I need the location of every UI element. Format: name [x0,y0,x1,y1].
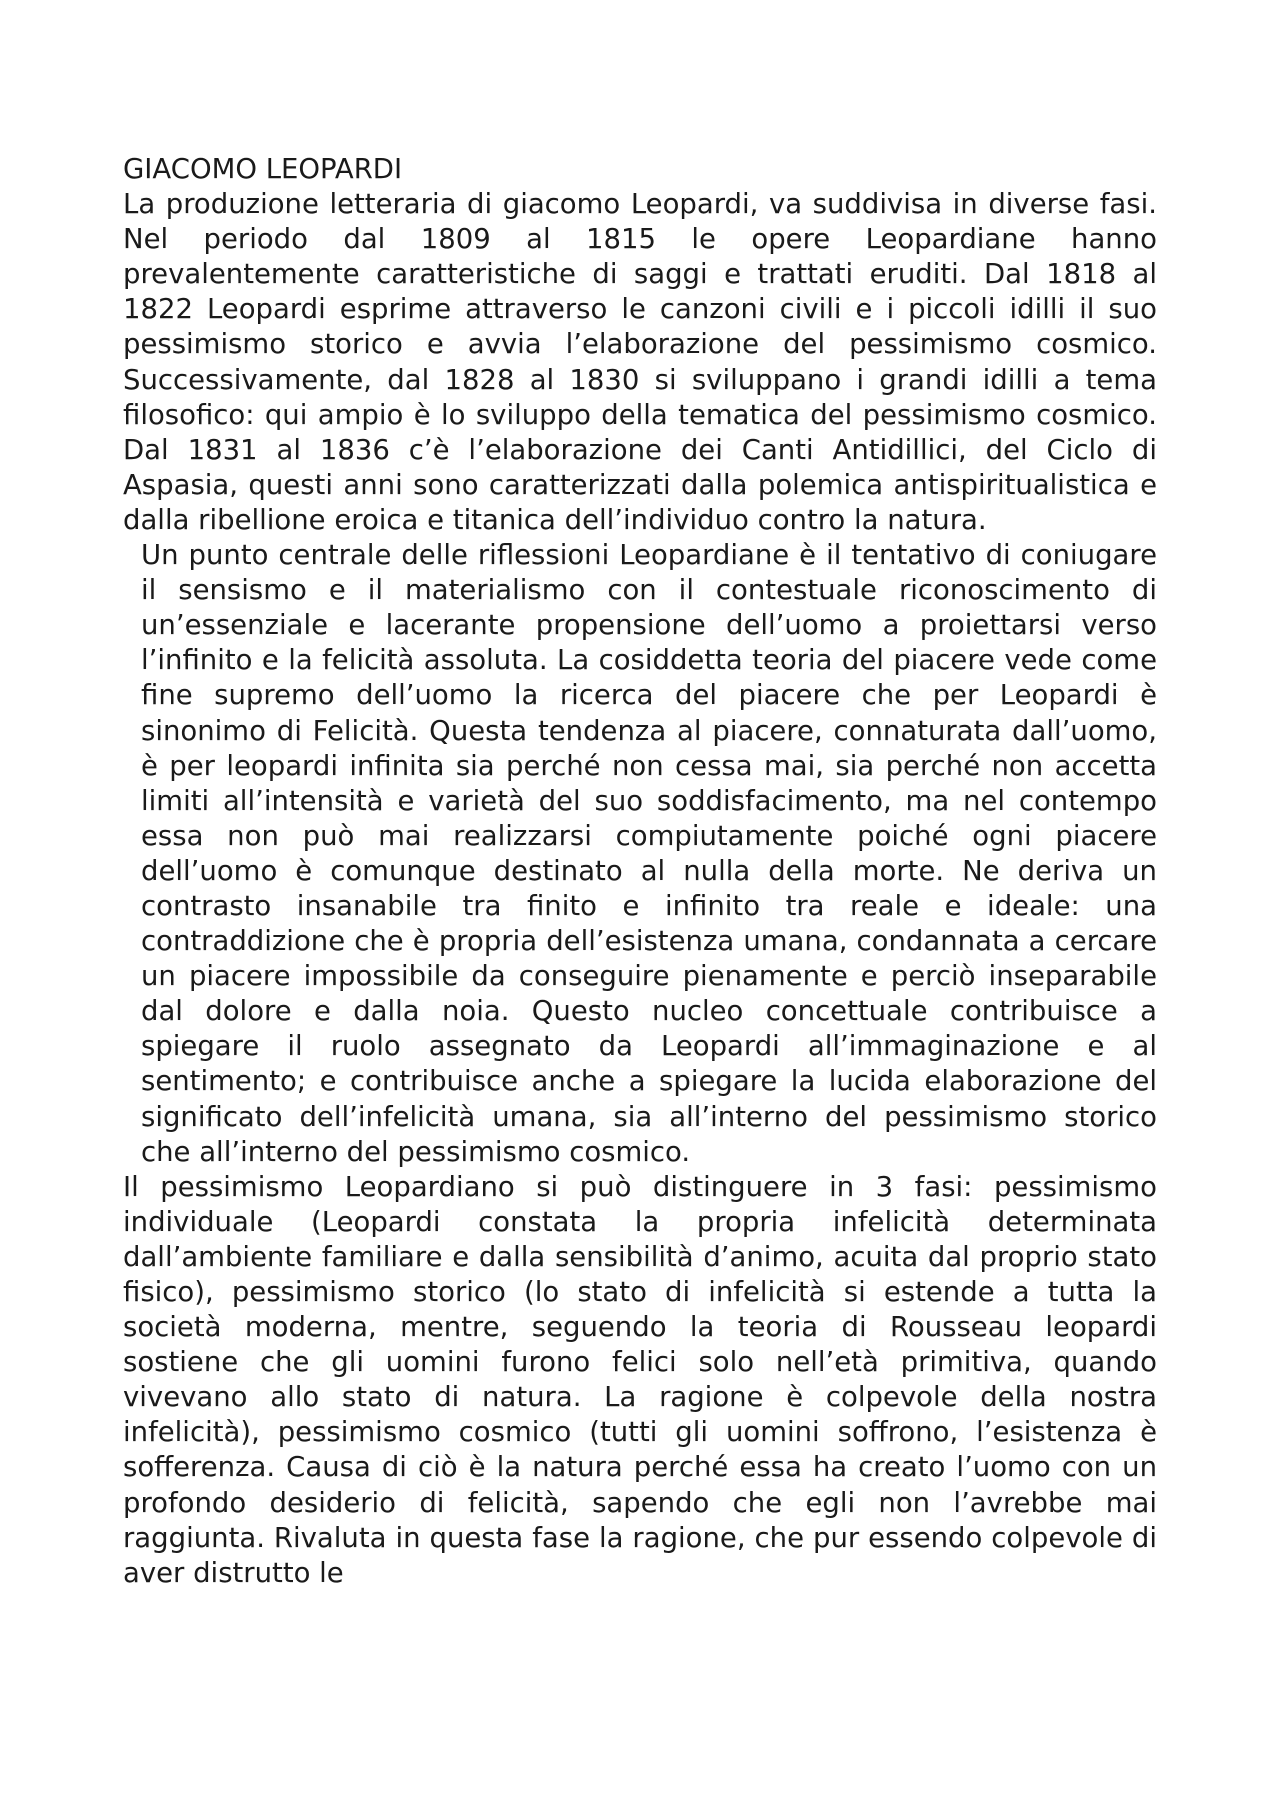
document-body [123,152,1157,1591]
document-title: GIACOMO LEOPARDI [123,153,403,185]
paragraph-pleasure-theory: Un punto centrale delle riflessioni Leopardiane è il tentativo di coniugare il sensismo e il materialismo con il contestuale riconoscimento di un’essenziale e lacerante propensione dell’uomo a proiettarsi verso l’infinito e la felicità assoluta. La cosiddetta teoria del piacere vede come fine supremo dell’uomo la ricerca del piacere che per Leopardi è sinonimo di Felicità. Questa tendenza al piacere, connaturata dall’uomo, è per leopardi infinita sia perché non cessa mai, sia perché non accetta limiti all’intensità e varietà del suo soddisfacimento, ma nel contempo essa non può mai realizzarsi compiutamente poiché ogni piacere dell’uomo è comunque destinato al nulla della morte. Ne deriva un contrasto insanabile tra finito e infinito tra reale e ideale: una contraddizione che è propria dell’esistenza umana, condannata a cercare un piacere impossibile da conseguire pienamente e perciò inseparabile dal dolore e dalla noia. Questo nucleo concettuale contribuisce a spiegare il ruolo assegnato da Leopardi all’immaginazione e al sentimento; e contribuisce anche a spiegare la lucida elaborazione del significato dell’infelicità umana, sia all’interno del pessimismo storico che all’interno del pessimismo cosmico. [141,539,1157,1168]
paragraph-pessimism: Il pessimismo Leopardiano si può distinguere in 3 fasi: pessimismo individuale (Leopardi constata la propria infelicità determinata dall’ambiente familiare e dalla sensibilità d’animo, acuita dal proprio stato fisico), pessimismo storico (lo stato di infelicità si estende a tutta la società moderna, mentre, seguendo la teoria di Rousseau leopardi sostiene che gli uomini furono felici solo nell’età primitiva, quando vivevano allo stato di natura. La ragione è colpevole della nostra infelicità), pessimismo cosmico (tutti gli uomini soffrono, l’esistenza è sofferenza. Causa di ciò è la natura perché essa ha creato l’uomo con un profondo desiderio di felicità, sapendo che egli non l’avrebbe mai raggiunta. Rivaluta in questa fase la ragione, che pur essendo colpevole di aver distrutto le [123,1170,1157,1589]
paragraph-phases: La produzione letteraria di giacomo Leopardi, va suddivisa in diverse fasi. Nel periodo dal 1809 al 1815 le opere Leopardiane hanno prevalentemente caratteristiche di saggi e trattati eruditi. Dal 1818 al 1822 Leopardi esprime attraverso le canzoni civili e i piccoli idilli il suo pessimismo storico e avvia l’elaborazione del pessimismo cosmico. Successivamente, dal 1828 al 1830 si sviluppano i grandi idilli a tema filosofico: qui ampio è lo sviluppo della tematica del pessimismo cosmico. Dal 1831 al 1836 c’è l’elaborazione dei Canti Antidillici, del Ciclo di Aspasia, questi anni sono caratterizzati dalla polemica antispiritualistica e dalla ribellione eroica e titanica dell’individuo contro la natura. [123,188,1157,536]
